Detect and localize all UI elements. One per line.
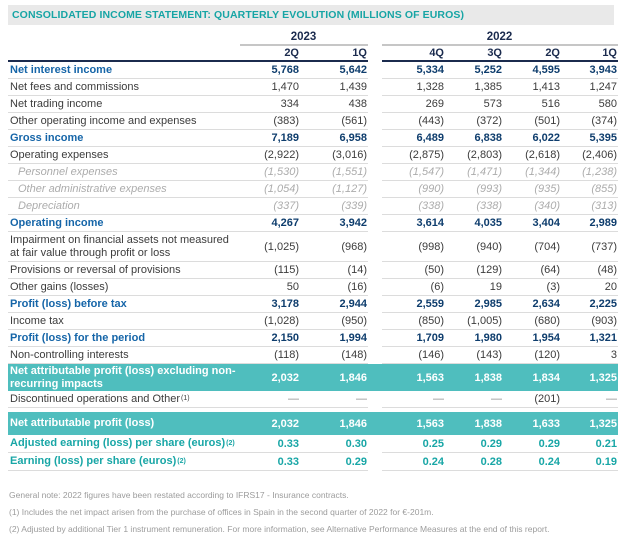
value-cell: 1,563 bbox=[416, 417, 444, 430]
table-row bbox=[8, 130, 618, 147]
value-cell: 1,385 bbox=[445, 79, 503, 96]
value-cell: 3,614 bbox=[382, 215, 445, 232]
value-cell: 1,846 bbox=[339, 417, 367, 430]
value-cell: 0.30 bbox=[300, 435, 368, 453]
value-cell: 2,225 bbox=[561, 296, 618, 313]
table-row bbox=[8, 330, 618, 347]
value-cell: 1,321 bbox=[561, 330, 618, 347]
row-label: Adjusted earning (loss) per share (euros) (2) bbox=[8, 435, 240, 453]
value-cell: 269 bbox=[382, 96, 445, 113]
value-cell: 20 bbox=[561, 279, 618, 296]
value-cell: 19 bbox=[445, 279, 503, 296]
value-cell: (337) bbox=[240, 198, 300, 215]
row-label-text: Income tax bbox=[10, 314, 64, 327]
row-label bbox=[8, 164, 240, 181]
row-label-text: Operating expenses bbox=[10, 148, 109, 161]
value-cell: (50) bbox=[382, 262, 445, 279]
row-label-text: Discontinued operations and Other bbox=[10, 392, 180, 405]
row-label bbox=[8, 79, 240, 96]
row-label bbox=[8, 113, 240, 130]
value-cell: (3) bbox=[503, 279, 561, 296]
value-cell: 5,642 bbox=[300, 62, 368, 79]
value-cell: (2,803) bbox=[445, 147, 503, 164]
value-cell: (2,406) bbox=[561, 147, 618, 164]
column-group-gutter bbox=[368, 215, 382, 232]
value-cell: 1,439 bbox=[300, 79, 368, 96]
value-cell: 0.33 bbox=[240, 435, 300, 453]
table-row bbox=[8, 181, 618, 198]
value-cell: (148) bbox=[300, 347, 368, 364]
value-cell: (1,344) bbox=[503, 164, 561, 181]
column-group-gutter bbox=[368, 130, 382, 147]
value-cell: 438 bbox=[300, 96, 368, 113]
row-label-text: Personnel expenses bbox=[18, 165, 118, 178]
table-row bbox=[8, 113, 618, 130]
value-cell: — bbox=[300, 391, 368, 408]
value-cell: 4,035 bbox=[445, 215, 503, 232]
value-cell: (1,471) bbox=[445, 164, 503, 181]
value-cell: (339) bbox=[300, 198, 368, 215]
value-cell: (383) bbox=[240, 113, 300, 130]
value-cell: (704) bbox=[503, 232, 561, 262]
table-row bbox=[8, 435, 618, 453]
row-label bbox=[8, 198, 240, 215]
table-row bbox=[8, 96, 618, 113]
year-header-row bbox=[8, 29, 618, 46]
value-cell: 0.24 bbox=[503, 453, 561, 471]
value-cell: (850) bbox=[382, 313, 445, 330]
value-cell: 1,994 bbox=[300, 330, 368, 347]
column-group-gutter bbox=[368, 232, 382, 262]
value-cell: (313) bbox=[561, 198, 618, 215]
row-label bbox=[8, 147, 240, 164]
row-label bbox=[8, 279, 240, 296]
table-row bbox=[8, 164, 618, 181]
row-label bbox=[8, 347, 240, 364]
value-cell: 0.19 bbox=[561, 453, 618, 471]
value-cell: 0.29 bbox=[300, 453, 368, 471]
value-cell: 5,768 bbox=[240, 62, 300, 79]
value-cell: (1,127) bbox=[300, 181, 368, 198]
value-cell: (201) bbox=[503, 391, 561, 408]
table-row bbox=[8, 453, 618, 471]
row-label bbox=[8, 296, 240, 313]
value-cell: 1,834 bbox=[532, 371, 560, 384]
row-label: Earning (loss) per share (euros) (2) bbox=[8, 453, 240, 471]
row-label-text: Adjusted earning (loss) per share (euros) bbox=[10, 437, 226, 450]
value-cell: 1,563 bbox=[416, 371, 444, 384]
footnote: (1) Includes the net impact arisen from the purchase of offices in Spain in the second quarter of 2022 for €-201m. bbox=[9, 507, 434, 517]
footnotes bbox=[9, 489, 609, 537]
column-group-gutter bbox=[368, 435, 382, 453]
column-group-gutter bbox=[368, 79, 382, 96]
value-cell: (372) bbox=[445, 113, 503, 130]
row-label-text: Non-controlling interests bbox=[10, 348, 129, 361]
quarter-header: 4Q bbox=[382, 46, 445, 62]
value-cell: — bbox=[382, 391, 445, 408]
column-group-gutter bbox=[368, 330, 382, 347]
value-cell: 2,944 bbox=[300, 296, 368, 313]
column-group-gutter bbox=[368, 62, 382, 79]
value-cell: (6) bbox=[382, 279, 445, 296]
row-label-text: Net attributable profit (loss) bbox=[10, 417, 155, 430]
value-cell: 2,989 bbox=[561, 215, 618, 232]
value-cell: (1,238) bbox=[561, 164, 618, 181]
row-label-text: Profit (loss) before tax bbox=[10, 297, 127, 310]
value-cell: 2,559 bbox=[382, 296, 445, 313]
row-label bbox=[8, 364, 240, 391]
column-group-gutter bbox=[368, 147, 382, 164]
value-cell: (998) bbox=[382, 232, 445, 262]
table-row bbox=[8, 79, 618, 96]
value-cell: 5,395 bbox=[561, 130, 618, 147]
row-label-text: Net trading income bbox=[10, 97, 103, 110]
value-cell: (340) bbox=[503, 198, 561, 215]
value-cell: 3,404 bbox=[503, 215, 561, 232]
value-cell: 6,838 bbox=[445, 130, 503, 147]
value-cell: 580 bbox=[561, 96, 618, 113]
value-cell: (1,025) bbox=[240, 232, 300, 262]
row-label-text: Gross income bbox=[10, 131, 84, 144]
table-row bbox=[8, 62, 618, 79]
value-cell: 573 bbox=[445, 96, 503, 113]
table-row bbox=[8, 347, 618, 364]
row-label bbox=[8, 130, 240, 147]
row-label-text: Net interest income bbox=[10, 63, 113, 76]
value-cell: 0.25 bbox=[382, 435, 445, 453]
value-cell: (1,551) bbox=[300, 164, 368, 181]
column-group-gutter bbox=[368, 453, 382, 471]
table-row bbox=[8, 279, 618, 296]
row-label-text: Provisions or reversal of provisions bbox=[10, 263, 181, 276]
column-group-gutter bbox=[368, 296, 382, 313]
value-cell: (993) bbox=[445, 181, 503, 198]
value-cell: (2,875) bbox=[382, 147, 445, 164]
row-label bbox=[8, 215, 240, 232]
value-cell: (14) bbox=[300, 262, 368, 279]
value-cell: 4,595 bbox=[503, 62, 561, 79]
value-cell: 1,980 bbox=[445, 330, 503, 347]
value-cell: (1,054) bbox=[240, 181, 300, 198]
value-cell: (680) bbox=[503, 313, 561, 330]
table-row bbox=[8, 215, 618, 232]
column-group-gutter bbox=[368, 198, 382, 215]
footnote: (2) Adjusted by additional Tier 1 instrument remuneration. For more information, see Alternative Performance Measures at the end of this report. bbox=[9, 524, 550, 534]
row-label-text: Earning (loss) per share (euros) bbox=[10, 455, 177, 468]
value-cell: (1,547) bbox=[382, 164, 445, 181]
row-label-text: Other administrative expenses bbox=[18, 182, 167, 195]
value-cell: (968) bbox=[300, 232, 368, 262]
year-header-spacer bbox=[8, 29, 240, 46]
table-row bbox=[8, 198, 618, 215]
row-label bbox=[8, 412, 240, 435]
value-cell: 0.29 bbox=[503, 435, 561, 453]
value-cell: 1,838 bbox=[474, 417, 502, 430]
value-cell: (48) bbox=[561, 262, 618, 279]
value-cell: 2,032 bbox=[271, 417, 299, 430]
table-row bbox=[8, 262, 618, 279]
value-cell: (940) bbox=[445, 232, 503, 262]
quarter-header: 2Q bbox=[503, 46, 561, 62]
quarter-header-spacer bbox=[8, 46, 240, 62]
row-label bbox=[8, 62, 240, 79]
value-cell: (1,005) bbox=[445, 313, 503, 330]
row-label bbox=[8, 262, 240, 279]
value-cell: 334 bbox=[240, 96, 300, 113]
row-label-text: Other gains (losses) bbox=[10, 280, 109, 293]
value-cell: 0.28 bbox=[445, 453, 503, 471]
value-cell: (143) bbox=[445, 347, 503, 364]
table-title: CONSOLIDATED INCOME STATEMENT: QUARTERLY EVOLUTION (MILLIONS OF EUROS) bbox=[8, 5, 614, 25]
value-cell: 3,178 bbox=[240, 296, 300, 313]
column-group-gutter bbox=[368, 96, 382, 113]
value-cell: 2,150 bbox=[240, 330, 300, 347]
value-cell: 1,247 bbox=[561, 79, 618, 96]
column-group-gutter bbox=[368, 29, 382, 46]
value-cell: 0.24 bbox=[382, 453, 445, 471]
quarter-header: 3Q bbox=[445, 46, 503, 62]
row-label-text: Net fees and commissions bbox=[10, 80, 139, 93]
row-label bbox=[8, 232, 240, 262]
value-cell: — bbox=[445, 391, 503, 408]
row-label bbox=[8, 96, 240, 113]
table-row bbox=[8, 391, 618, 408]
table-row bbox=[8, 147, 618, 164]
value-cell: (120) bbox=[503, 347, 561, 364]
table-row bbox=[8, 313, 618, 330]
value-cell: (118) bbox=[240, 347, 300, 364]
value-cell: (338) bbox=[382, 198, 445, 215]
value-cell: 5,252 bbox=[445, 62, 503, 79]
value-cell: (338) bbox=[445, 198, 503, 215]
table-row bbox=[8, 364, 618, 391]
column-group-gutter bbox=[368, 279, 382, 296]
value-cell: (1,530) bbox=[240, 164, 300, 181]
column-group-gutter bbox=[368, 46, 382, 62]
value-cell: 1,325 bbox=[589, 371, 617, 384]
value-cell: 5,334 bbox=[382, 62, 445, 79]
value-cell: (1,028) bbox=[240, 313, 300, 330]
value-cell: 1,325 bbox=[589, 417, 617, 430]
value-cell: (16) bbox=[300, 279, 368, 296]
value-cell: (2,922) bbox=[240, 147, 300, 164]
column-group-gutter bbox=[368, 364, 382, 391]
value-cell: (374) bbox=[561, 113, 618, 130]
value-cell: (903) bbox=[561, 313, 618, 330]
value-cell: 1,709 bbox=[382, 330, 445, 347]
value-cell: (990) bbox=[382, 181, 445, 198]
value-cell: 0.29 bbox=[445, 435, 503, 453]
value-cell: — bbox=[561, 391, 618, 408]
value-cell: (146) bbox=[382, 347, 445, 364]
value-cell: (501) bbox=[503, 113, 561, 130]
value-cell: 3,942 bbox=[300, 215, 368, 232]
value-cell: (64) bbox=[503, 262, 561, 279]
column-group-gutter bbox=[368, 391, 382, 408]
value-cell: 1,633 bbox=[532, 417, 560, 430]
income-statement-table bbox=[8, 29, 618, 471]
table-row bbox=[8, 232, 618, 262]
value-cell: (3,016) bbox=[300, 147, 368, 164]
row-label bbox=[8, 313, 240, 330]
value-cell: 1,413 bbox=[503, 79, 561, 96]
row-label-text: Profit (loss) for the period bbox=[10, 331, 146, 344]
row-label: Discontinued operations and Other (1) bbox=[8, 391, 240, 408]
year-2022-header: 2022 bbox=[382, 29, 618, 46]
value-cell: 2,032 bbox=[271, 371, 299, 384]
column-group-gutter bbox=[368, 164, 382, 181]
row-label-text: Other operating income and expenses bbox=[10, 114, 197, 127]
value-cell: 3,943 bbox=[561, 62, 618, 79]
value-cell: (935) bbox=[503, 181, 561, 198]
row-label-text: Impairment on financial assets not measured at fair value through profit or loss bbox=[10, 234, 229, 259]
value-cell: 7,189 bbox=[240, 130, 300, 147]
year-2023-header: 2023 bbox=[240, 29, 368, 46]
column-group-gutter bbox=[368, 181, 382, 198]
value-cell: 6,022 bbox=[503, 130, 561, 147]
column-group-gutter bbox=[368, 262, 382, 279]
value-cell: 1,470 bbox=[240, 79, 300, 96]
value-cell: 50 bbox=[240, 279, 300, 296]
quarter-header: 1Q bbox=[300, 46, 368, 62]
value-cell: — bbox=[240, 391, 300, 408]
value-cell: (737) bbox=[561, 232, 618, 262]
value-cell: 516 bbox=[503, 96, 561, 113]
row-label bbox=[8, 330, 240, 347]
value-cell: 0.21 bbox=[561, 435, 618, 453]
value-cell: 1,838 bbox=[474, 371, 502, 384]
value-cell: 1,954 bbox=[503, 330, 561, 347]
column-group-gutter bbox=[368, 412, 382, 435]
value-cell: (129) bbox=[445, 262, 503, 279]
value-cell: 6,958 bbox=[300, 130, 368, 147]
value-cell: (115) bbox=[240, 262, 300, 279]
value-cell: 2,634 bbox=[503, 296, 561, 313]
value-cell: 3 bbox=[561, 347, 618, 364]
value-cell: 6,489 bbox=[382, 130, 445, 147]
column-group-gutter bbox=[368, 113, 382, 130]
column-group-gutter bbox=[368, 347, 382, 364]
value-cell: (855) bbox=[561, 181, 618, 198]
footnote: General note: 2022 figures have been restated according to IFRS17 - Insurance contracts. bbox=[9, 490, 349, 500]
value-cell: 0.33 bbox=[240, 453, 300, 471]
value-cell: 1,328 bbox=[382, 79, 445, 96]
value-cell: 4,267 bbox=[240, 215, 300, 232]
value-cell: (950) bbox=[300, 313, 368, 330]
value-cell: (2,618) bbox=[503, 147, 561, 164]
row-label-text: Depreciation bbox=[18, 199, 80, 212]
value-cell: 2,985 bbox=[445, 296, 503, 313]
quarter-header: 2Q bbox=[240, 46, 300, 62]
quarter-header-row bbox=[8, 46, 618, 62]
row-label bbox=[8, 181, 240, 198]
value-cell: 1,846 bbox=[339, 371, 367, 384]
quarter-header: 1Q bbox=[561, 46, 618, 62]
value-cell: (561) bbox=[300, 113, 368, 130]
table-row bbox=[8, 296, 618, 313]
row-label-text: Net attributable profit (loss) excluding non-recurring impacts bbox=[10, 365, 236, 390]
column-group-gutter bbox=[368, 313, 382, 330]
value-cell: (443) bbox=[382, 113, 445, 130]
row-label-text: Operating income bbox=[10, 216, 104, 229]
table-row bbox=[8, 412, 618, 435]
